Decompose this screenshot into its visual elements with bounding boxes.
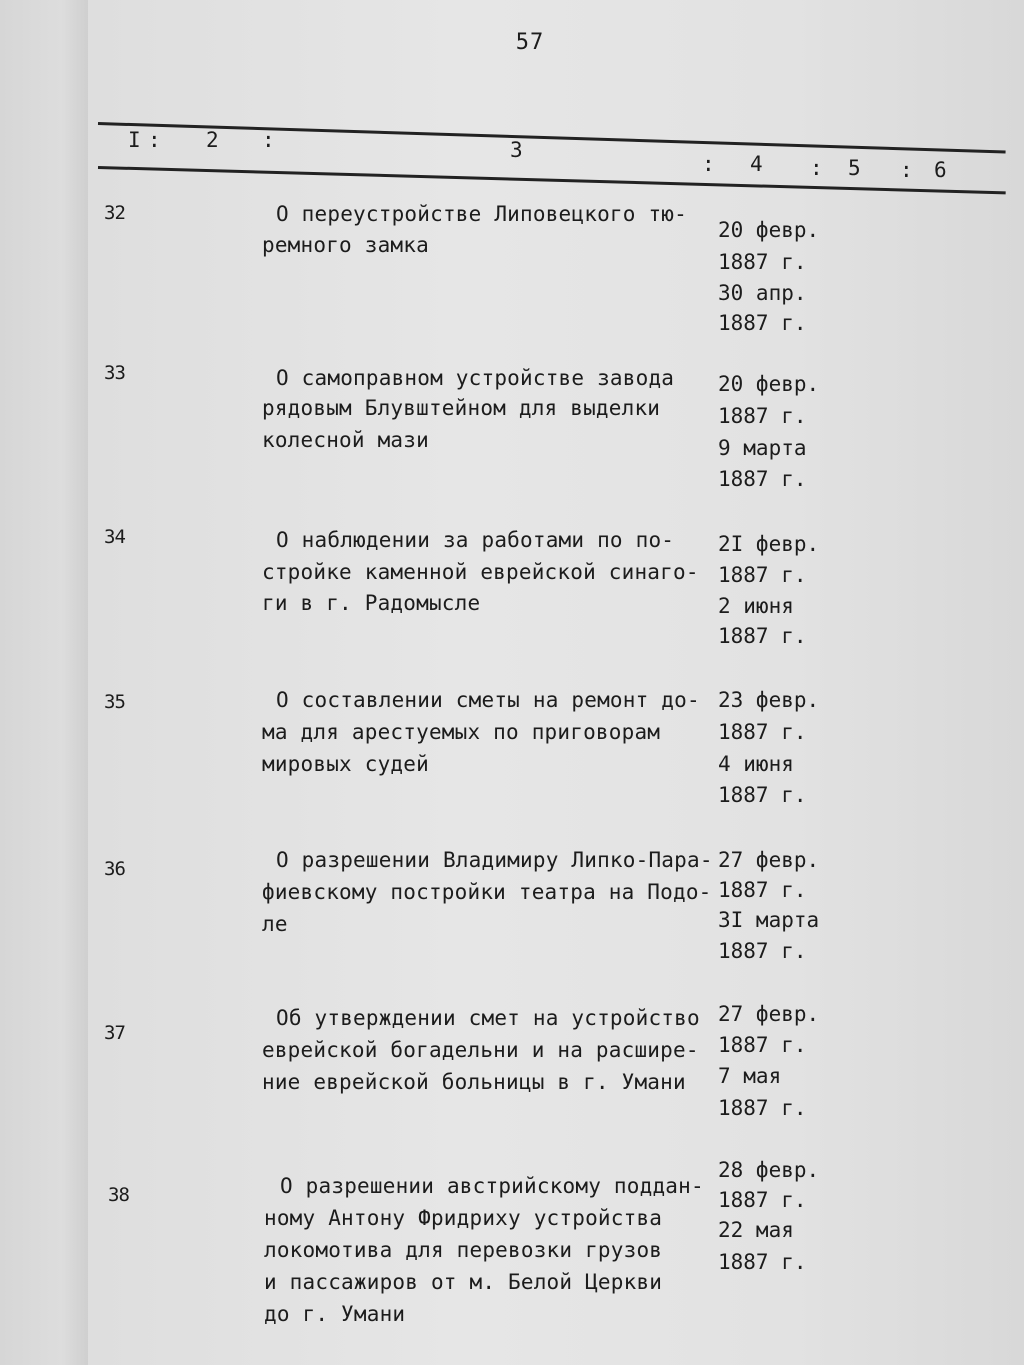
entry-number: 37 [104, 1022, 125, 1044]
entry-date: 2I февр. [718, 532, 820, 556]
entry-title-line: О переустройстве Липовецкого тю- [276, 202, 687, 226]
entry-title-line: О составлении сметы на ремонт до- [276, 688, 700, 712]
adjacent-page-edge [0, 0, 88, 1365]
entry-title-line: ги в г. Радомысле [262, 591, 481, 615]
header-col-2: 2 [206, 128, 219, 152]
entry-date: 1887 г. [718, 467, 807, 491]
entry-title-line: еврейской богадельни и на расшире- [262, 1038, 699, 1062]
header-col-5: 5 [848, 156, 861, 180]
entry-date: 1887 г. [718, 250, 807, 274]
header-sep-2: : [262, 128, 275, 152]
entry-title-line: О самоправном устройстве завода [276, 366, 675, 390]
entry-title-line: ние еврейской больницы в г. Умани [262, 1070, 686, 1094]
entry-date: 1887 г. [718, 404, 807, 428]
entry-date: 22 мая [718, 1218, 794, 1242]
entry-date: 23 февр. [718, 688, 820, 712]
entry-date: 27 февр. [718, 848, 820, 872]
entry-date: 1887 г. [718, 783, 807, 807]
entry-date: 1887 г. [718, 939, 807, 963]
entry-date: 4 июня [718, 752, 794, 776]
entry-title-line: колесной мази [262, 428, 429, 452]
entry-number: 35 [104, 691, 125, 713]
entry-title-line: ма для арестуемых по приговорам [262, 720, 661, 744]
entry-date: 27 февр. [718, 1002, 820, 1026]
entry-title-line: и пассажиров от м. Белой Церкви [264, 1270, 663, 1294]
entry-date: 20 февр. [718, 218, 820, 242]
entry-title-line: стройке каменной еврейской синаго- [262, 560, 699, 584]
entry-title-line: Об утверждении смет на устройство [276, 1006, 700, 1030]
entry-title-line: О разрешении австрийскому поддан- [280, 1174, 704, 1198]
entry-date: 7 мая [718, 1064, 782, 1088]
entry-date: 1887 г. [718, 1096, 807, 1120]
entry-date: 30 апр. [718, 281, 807, 305]
entry-date: 3I марта [718, 908, 820, 932]
header-sep-3: : [702, 152, 715, 176]
entry-date: 1887 г. [718, 878, 807, 902]
page-number: 57 [515, 30, 545, 55]
entry-date: 1887 г. [718, 311, 807, 335]
entry-title-line: ремного замка [262, 233, 429, 257]
entry-title-line: мировых судей [262, 752, 429, 776]
entry-date: 1887 г. [718, 1250, 807, 1274]
header-col-6: 6 [934, 158, 947, 182]
entry-date: 28 февр. [718, 1158, 820, 1182]
entry-title-line: ному Антону Фридриху устройства [264, 1206, 663, 1230]
entry-date: 9 марта [718, 436, 807, 460]
entry-date: 20 февр. [718, 372, 820, 396]
entry-title-line: рядовым Блувштейном для выделки [262, 396, 661, 420]
entry-title-line: О наблюдении за работами по по- [276, 528, 675, 552]
entry-title-line: фиевскому постройки театра на Подо- [262, 880, 712, 904]
entry-title-line: ле [262, 912, 288, 936]
header-col-4: 4 [750, 152, 763, 176]
entry-number: 36 [104, 858, 125, 880]
entry-number: 38 [108, 1184, 129, 1206]
entry-number: 34 [104, 526, 125, 548]
entry-date: 1887 г. [718, 720, 807, 744]
entry-date: 1887 г. [718, 1188, 807, 1212]
entry-date: 1887 г. [718, 1033, 807, 1057]
entry-date: 2 июня [718, 594, 794, 618]
header-sep-5: : [900, 158, 913, 182]
entry-title-line: локомотива для перевозки грузов [264, 1238, 663, 1262]
header-sep-1: : [148, 128, 161, 152]
entry-title-line: О разрешении Владимиру Липко-Пара- [276, 848, 713, 872]
entry-title-line: до г. Умани [264, 1302, 406, 1326]
entry-date: 1887 г. [718, 624, 807, 648]
entry-date: 1887 г. [718, 563, 807, 587]
header-sep-4: : [810, 156, 823, 180]
entry-number: 33 [104, 362, 125, 384]
header-col-1: I [128, 128, 141, 152]
header-col-3: 3 [510, 138, 523, 162]
entry-number: 32 [104, 202, 125, 224]
